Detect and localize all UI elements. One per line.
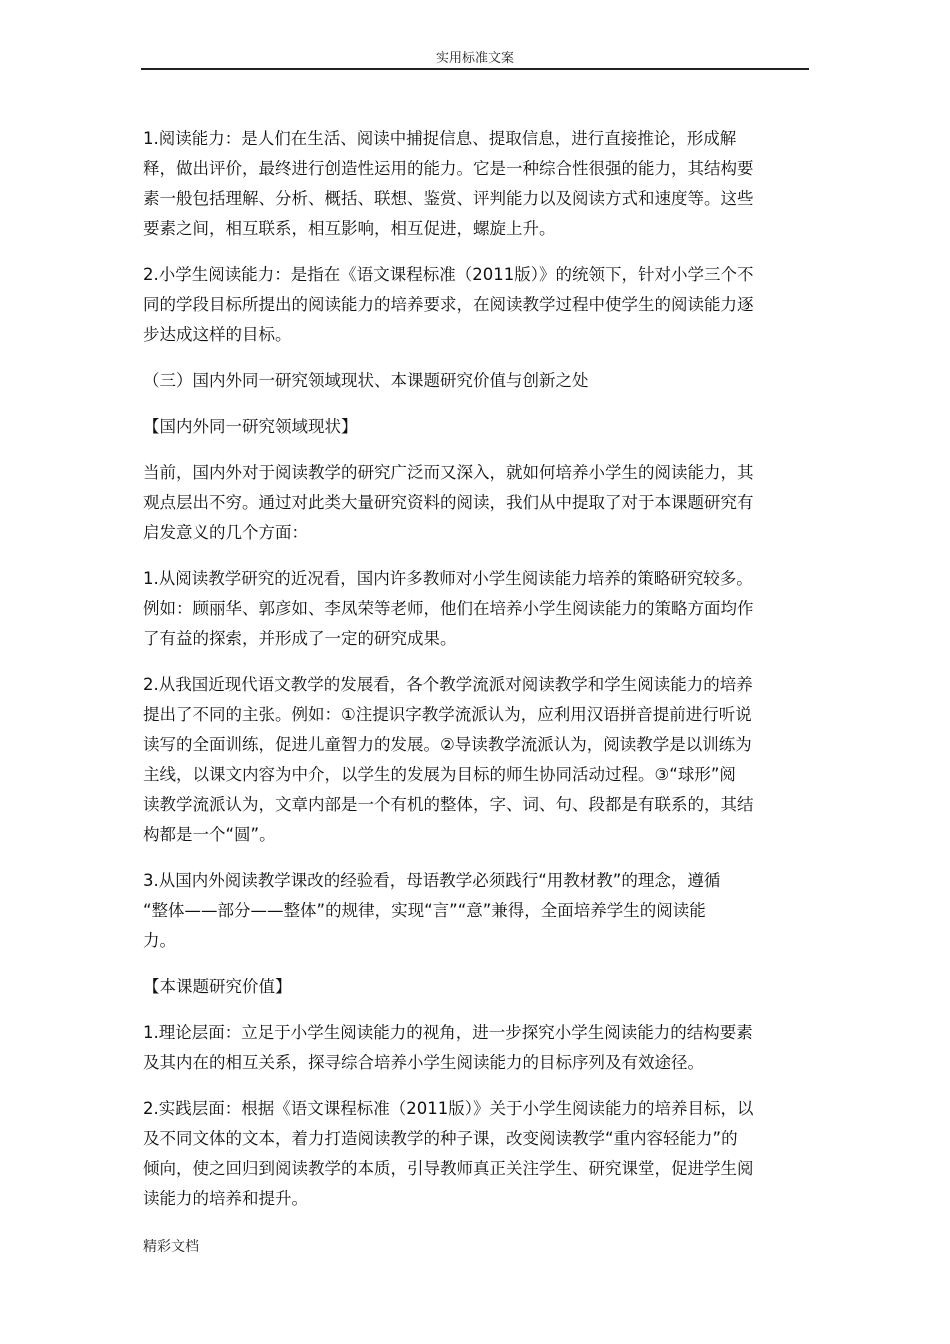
text-line: 1.理论层面：立足于小学生阅读能力的视角，进一步探究小学生阅读能力的结构要素 (143, 1023, 753, 1042)
text-line: 提出了不同的主张。例如：①注提识字教学流派认为，应利用汉语拼音提前进行听说 (143, 705, 752, 724)
text-line: 【国内外同一研究领域现状】 (143, 417, 358, 436)
text-line: 了有益的探索，并形成了一定的研究成果。 (143, 629, 457, 648)
text-line: （三）国内外同一研究领域现状、本课题研究价值与创新之处 (143, 371, 589, 390)
text-line: 2.从我国近现代语文教学的发展看，各个教学流派对阅读教学和学生阅读能力的培养 (143, 675, 753, 694)
paragraph-point-2 (143, 670, 803, 850)
paragraph-practice-level (143, 1094, 803, 1214)
text-line: 当前，国内外对于阅读教学的研究广泛而又深入，就如何培养小学生的阅读能力，其 (143, 463, 754, 482)
subsection-heading-value (143, 972, 803, 1002)
text-line: 启发意义的几个方面： (143, 523, 308, 542)
text-line: 素一般包括理解、分析、概括、联想、鉴赏、评判能力以及阅读方式和速度等。这些 (143, 189, 754, 208)
paragraph-reading-ability-definition (143, 124, 803, 244)
text-line: 【本课题研究价值】 (143, 977, 292, 996)
text-line: 释，做出评价，最终进行创造性运用的能力。它是一种综合性很强的能力，其结构要 (143, 159, 754, 178)
text-line: 主线，以课文内容为中介，以学生的发展为目标的师生协同活动过程。③“球形”阅 (143, 765, 736, 784)
document-body (143, 124, 803, 1214)
text-line: 构都是一个“圆”。 (143, 825, 276, 844)
paragraph-theory-level (143, 1018, 803, 1078)
text-line: 读教学流派认为，文章内部是一个有机的整体，字、词、句、段都是有联系的，其结 (143, 795, 754, 814)
text-line: 读能力的培养和提升。 (143, 1189, 308, 1208)
text-line: 2.小学生阅读能力：是指在《语文课程标准（2011版）》的统领下，针对小学三个不 (143, 265, 754, 284)
text-line: 倾向，使之回归到阅读教学的本质，引导教师真正关注学生、研究课堂，促进学生阅 (143, 1159, 754, 1178)
text-line: 1.从阅读教学研究的近况看，国内许多教师对小学生阅读能力培养的策略研究较多。 (143, 569, 753, 588)
text-line: 读写的全面训练，促进儿童智力的发展。②导读教学流派认为，阅读教学是以训练为 (143, 735, 752, 754)
text-line: “整体——部分——整体”的规律，实现“言”“意”兼得，全面培养学生的阅读能 (143, 901, 706, 920)
text-line: 例如：顾丽华、郭彦如、李凤荣等老师，他们在培养小学生阅读能力的策略方面均作 (143, 599, 754, 618)
text-line: 及其内在的相互关系，探寻综合培养小学生阅读能力的目标序列及有效途径。 (143, 1053, 704, 1072)
text-line: 3.从国内外阅读教学课改的经验看，母语教学必须践行“用教材教”的理念，遵循 (143, 871, 721, 890)
text-line: 要素之间，相互联系，相互影响，相互促进，螺旋上升。 (143, 219, 556, 238)
paragraph-student-reading-ability (143, 260, 803, 350)
text-line: 力。 (143, 931, 176, 950)
paragraph-point-1 (143, 564, 803, 654)
text-line: 步达成这样的目标。 (143, 325, 292, 344)
text-line: 1.阅读能力：是人们在生活、阅读中捕捉信息、提取信息，进行直接推论，形成解 (143, 129, 737, 148)
page-header (141, 44, 809, 70)
text-line: 及不同文体的文本，着力打造阅读教学的种子课，改变阅读教学“重内容轻能力”的 (143, 1129, 738, 1148)
section-heading (143, 366, 803, 396)
text-line: 观点层出不穷。通过对此类大量研究资料的阅读，我们从中提取了对于本课题研究有 (143, 493, 754, 512)
page-footer: 精彩文档 (143, 1239, 199, 1255)
paragraph-current-research (143, 458, 803, 548)
text-line: 同的学段目标所提出的阅读能力的培养要求，在阅读教学过程中使学生的阅读能力逐 (143, 295, 754, 314)
paragraph-point-3 (143, 866, 803, 956)
text-line: 2.实践层面：根据《语文课程标准（2011版）》关于小学生阅读能力的培养目标，以 (143, 1099, 754, 1118)
subsection-heading-status (143, 412, 803, 442)
header-title: 实用标准文案 (435, 51, 514, 66)
